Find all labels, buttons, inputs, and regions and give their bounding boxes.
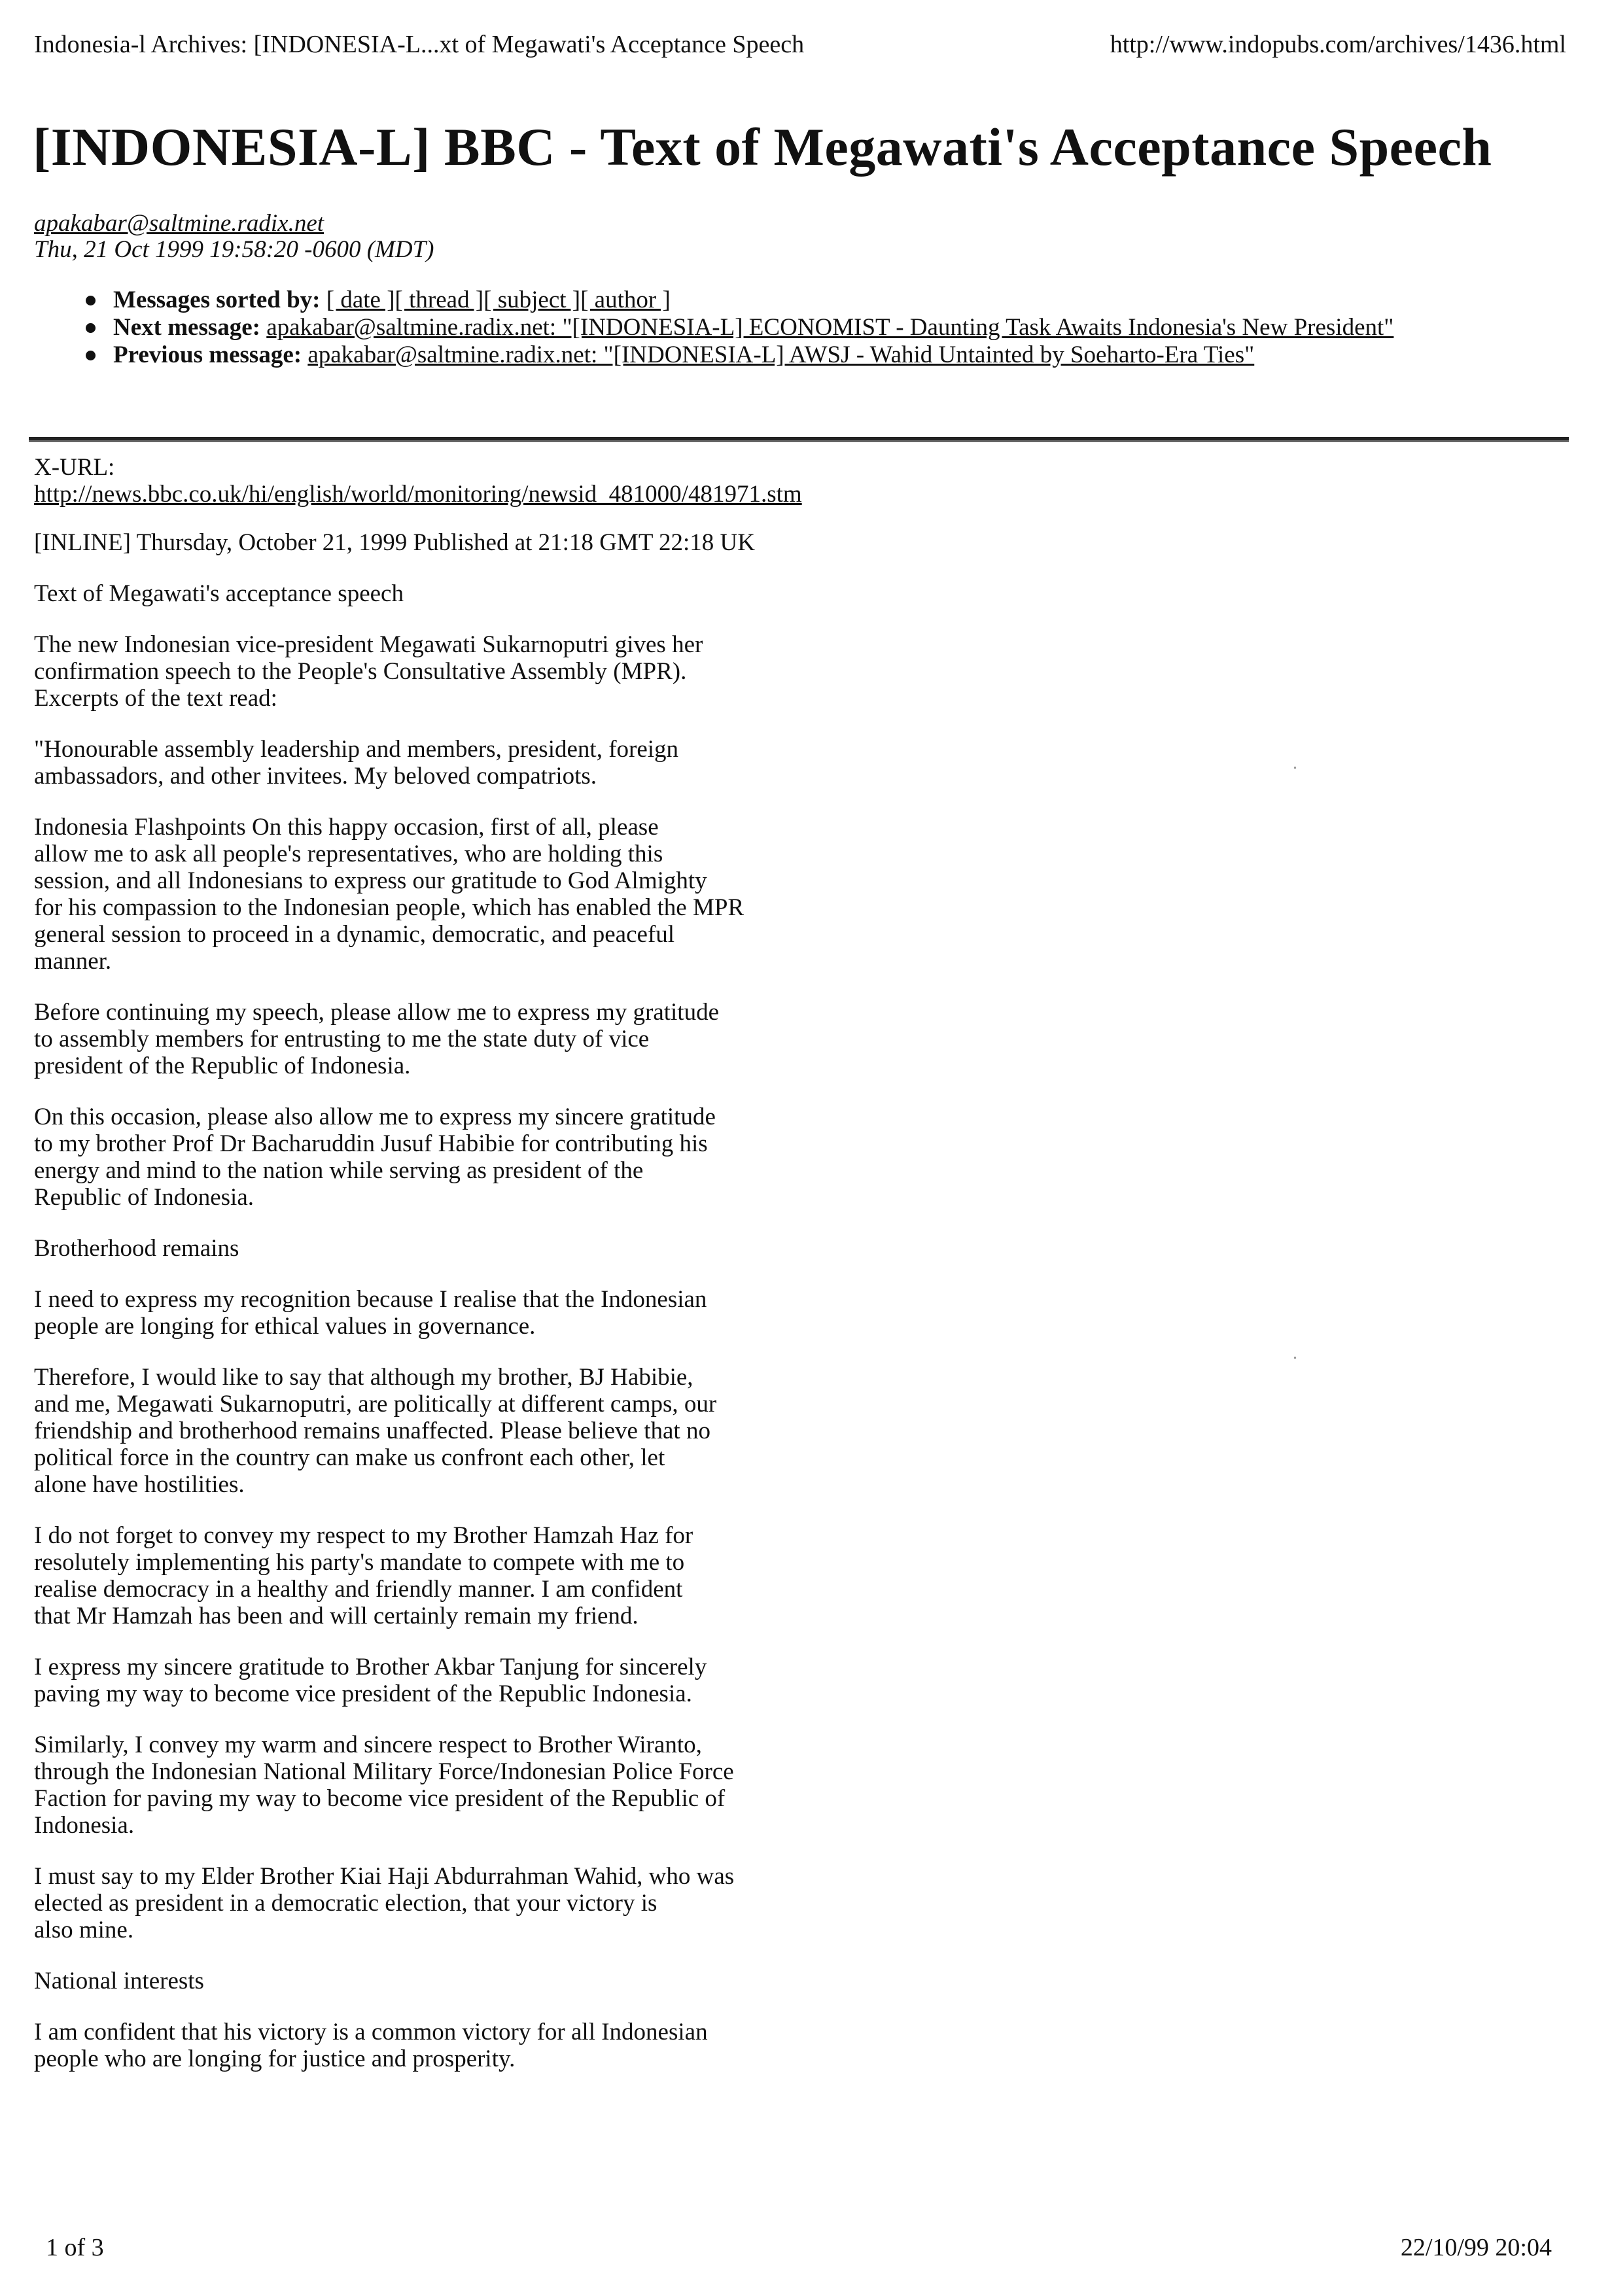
previous-message-item xyxy=(82,341,1521,369)
body-paragraph: Similarly, I convey my warm and sincere respect to Brother Wiranto, through the Indonesian National Military Force/Indonesian Police Force Faction for paving my way to become vice president of the Republic of Indonesia. xyxy=(34,1731,734,1839)
message-body xyxy=(34,454,885,2096)
body-paragraph: National interests xyxy=(34,1968,204,1994)
print-header-url: http://www.indopubs.com/archives/1436.html xyxy=(1110,31,1566,58)
scan-speck xyxy=(1294,767,1296,769)
body-paragraph: On this occasion, please also allow me to express my sincere gratitude to my brother Prof Dr Bacharuddin Jusuf Habibie for contributing his energy and mind to the nation while serving as president of the Republic of Indonesia. xyxy=(34,1104,716,1211)
body-paragraph: Indonesia Flashpoints On this happy occasion, first of all, please allow me to ask all people's representatives, who are holding this session, and all Indonesians to express our gratitude to God Almighty for his compassion to the Indonesian people, which has enabled the MPR general session to proceed in a dynamic, democratic, and peaceful manner. xyxy=(34,814,745,975)
body-paragraph: Text of Megawati's acceptance speech xyxy=(34,580,404,607)
previous-message-link[interactable]: apakabar@saltmine.radix.net: "[INDONESIA-L] AWSJ - Wahid Untainted by Soeharto-Era Ties" xyxy=(307,341,1255,368)
body-paragraph: I must say to my Elder Brother Kiai Haji Abdurrahman Wahid, who was elected as president in a democratic election, that your victory is also mine. xyxy=(34,1863,735,1943)
page-title: [INDONESIA-L] BBC - Text of Megawati's Acceptance Speech xyxy=(33,117,1492,177)
sort-by-thread-link[interactable]: [ thread ] xyxy=(394,287,484,313)
sorted-by-label: Messages sorted by: xyxy=(113,287,321,313)
x-url-line xyxy=(34,454,885,508)
sort-by-author-link[interactable]: [ author ] xyxy=(580,287,671,313)
next-message-label: Next message: xyxy=(113,314,260,341)
body-paragraph: Brotherhood remains xyxy=(34,1235,239,1262)
body-paragraph: The new Indonesian vice-president Megawati Sukarnoputri gives her confirmation speech to the People's Consultative Assembly (MPR). Excerpts of the text read: xyxy=(34,631,703,712)
body-paragraph: I need to express my recognition because I realise that the Indonesian people are longing for ethical values in governance. xyxy=(34,1286,707,1340)
scan-speck xyxy=(1294,1357,1296,1359)
horizontal-rule xyxy=(29,437,1569,442)
body-paragraph: I express my sincere gratitude to Brother Akbar Tanjung for sincerely paving my way to become vice president of the Republic Indonesia. xyxy=(34,1654,707,1707)
author-email-link[interactable]: apakabar@saltmine.radix.net xyxy=(34,210,324,237)
body-paragraph: [INLINE] Thursday, October 21, 1999 Published at 21:18 GMT 22:18 UK xyxy=(34,529,755,556)
x-url-label: X-URL: xyxy=(34,454,115,481)
message-date: Thu, 21 Oct 1999 19:58:20 -0600 (MDT) xyxy=(34,236,434,263)
message-navigation xyxy=(82,287,1521,369)
x-url-link[interactable]: http://news.bbc.co.uk/hi/english/world/monitoring/newsid_481000/481971.stm xyxy=(34,481,802,508)
body-paragraph: I do not forget to convey my respect to my Brother Hamzah Haz for resolutely implementing his party's mandate to compete with me to realise democracy in a healthy and friendly manner. I am confident that Mr Hamzah has been and will certainly remain my friend. xyxy=(34,1522,693,1629)
body-paragraph: I am confident that his victory is a common victory for all Indonesian people who are longing for justice and prosperity. xyxy=(34,2019,708,2072)
body-paragraph: "Honourable assembly leadership and members, president, foreign ambassadors, and other invitees. My beloved compatriots. xyxy=(34,736,679,790)
sort-by-subject-link[interactable]: [ subject ] xyxy=(483,287,581,313)
sort-by-date-link[interactable]: [ date ] xyxy=(326,287,395,313)
body-paragraph: Therefore, I would like to say that although my brother, BJ Habibie, and me, Megawati Sukarnoputri, are politically at different camps, our friendship and brotherhood remains unaffected. Please believe that no political force in the country can make us confront each other, let alone have hostilities. xyxy=(34,1364,717,1498)
sorted-by-item xyxy=(82,287,1521,314)
page-counter: 1 of 3 xyxy=(46,2234,104,2261)
previous-message-label: Previous message: xyxy=(113,341,302,368)
body-paragraph: Before continuing my speech, please allow me to express my gratitude to assembly members for entrusting to me the state duty of vice president of the Republic of Indonesia. xyxy=(34,999,720,1079)
next-message-item xyxy=(82,314,1521,341)
next-message-link[interactable]: apakabar@saltmine.radix.net: "[INDONESIA-L] ECONOMIST - Daunting Task Awaits Indonesia's New President" xyxy=(266,314,1394,341)
speech-paragraphs xyxy=(34,529,885,2072)
print-header-title: Indonesia-l Archives: [INDONESIA-L...xt of Megawati's Acceptance Speech xyxy=(34,31,805,58)
print-timestamp: 22/10/99 20:04 xyxy=(1400,2234,1552,2261)
